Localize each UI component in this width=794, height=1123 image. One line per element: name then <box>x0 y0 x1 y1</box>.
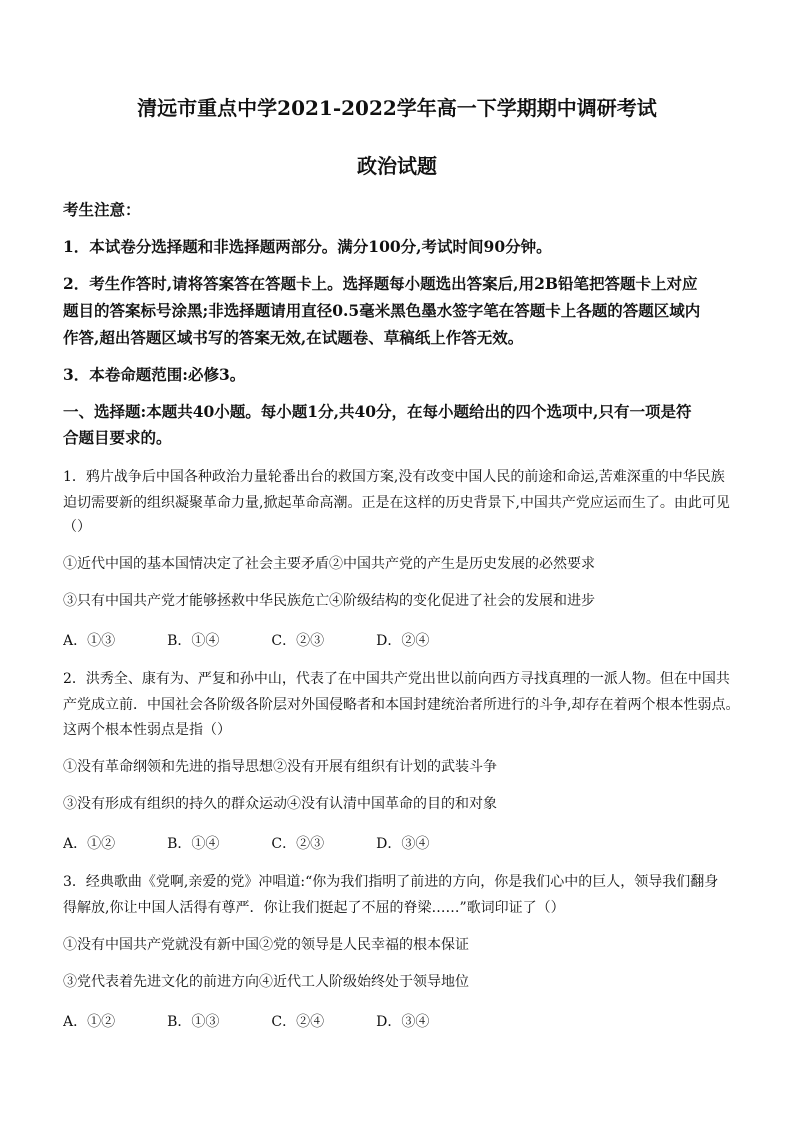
option-a: A．①③ <box>63 633 116 649</box>
question-2-text: 2．洪秀全、康有为、严复和孙中山，代表了在中国共产党出世以前向西方寻找真理的一派人物。但在中国共 <box>63 671 730 687</box>
option-a: A．①② <box>63 836 116 852</box>
section-heading: 一、选择题:本题共40小题。每小题1分,共40分，在每小题给出的四个选项中,只有一项是符 <box>63 402 692 421</box>
option-b: B．①④ <box>167 836 220 852</box>
option-c: C．②③ <box>271 836 325 852</box>
option-c: C．②③ <box>271 633 325 649</box>
option-b: B．①④ <box>167 633 220 649</box>
question-2-text: 产党成立前．中国社会各阶级各阶层对外国侵略者和本国封建统治者所进行的斗争,却存在着两个根本性弱点。 <box>63 697 740 713</box>
option-d: D．③④ <box>376 836 430 852</box>
question-2-statement: ③没有形成有组织的持久的群众运动④没有认清中国革命的目的和对象 <box>63 796 497 812</box>
question-1-statement: ③只有中国共产党才能够拯救中华民族危亡④阶级结构的变化促进了社会的发展和进步 <box>63 593 595 609</box>
notice-item: 1．本试卷分选择题和非选择题两部分。满分100分,考试时间90分钟。 <box>63 237 552 256</box>
question-1-statement: ①近代中国的基本国情决定了社会主要矛盾②中国共产党的产生是历史发展的必然要求 <box>63 556 595 572</box>
notice-item: 2．考生作答时,请将答案答在答题卡上。选择题每小题选出答案后,用2B铅笔把答题卡上对应 <box>63 274 698 293</box>
question-3-text: 3．经典歌曲《党啊,亲爱的党》冲唱道:“你为我们指明了前进的方向，你是我们心中的巨人，领导我们翻身 <box>63 874 719 890</box>
option-d: D．③④ <box>376 1014 430 1030</box>
option-a: A．①② <box>63 1014 116 1030</box>
option-d: D．②④ <box>376 633 430 649</box>
section-heading: 合题目要求的。 <box>63 428 172 447</box>
question-2-options <box>63 833 743 855</box>
option-c: C．②④ <box>271 1014 325 1030</box>
notice-heading: 考生注意： <box>63 200 141 219</box>
question-1-text: 迫切需要新的组织凝聚革命力量,掀起革命高潮。正是在这样的历史背景下,中国共产党应运而生了。由此可见 <box>63 495 730 511</box>
exam-title: 清远市重点中学2021-2022学年高一下学期期中调研考试 <box>137 96 657 120</box>
question-2-text: 这两个根本性弱点是指（） <box>63 722 231 738</box>
question-1-text: 1．鸦片战争后中国各种政治力量轮番出台的救国方案,没有改变中国人民的前途和命运,苦难深重的中华民族 <box>63 469 725 485</box>
exam-subtitle: 政治试题 <box>357 154 437 178</box>
notice-item: 作答,超出答题区域书写的答案无效,在试题卷、草稿纸上作答无效。 <box>63 328 524 347</box>
option-b: B．①③ <box>167 1014 220 1030</box>
question-3-statement: ①没有中国共产党就没有新中国②党的领导是人民幸福的根本保证 <box>63 937 469 953</box>
question-1-options <box>63 630 743 652</box>
question-2-statement: ①没有革命纲领和先进的指导思想②没有开展有组织有计划的武装斗争 <box>63 759 497 775</box>
question-3-options <box>63 1011 743 1033</box>
question-1-text: （） <box>63 519 91 535</box>
notice-item: 3．本卷命题范围:必修3。 <box>63 365 246 384</box>
notice-item: 题目的答案标号涂黑;非选择题请用直径0.5毫米黑色墨水签字笔在答题卡上各题的答题区域内 <box>63 301 701 320</box>
question-3-text: 得解放,你让中国人活得有尊严．你让我们挺起了不屈的脊梁……”歌词印证了（） <box>63 900 565 916</box>
question-3-statement: ③党代表着先进文化的前进方向④近代工人阶级始终处于领导地位 <box>63 974 469 990</box>
